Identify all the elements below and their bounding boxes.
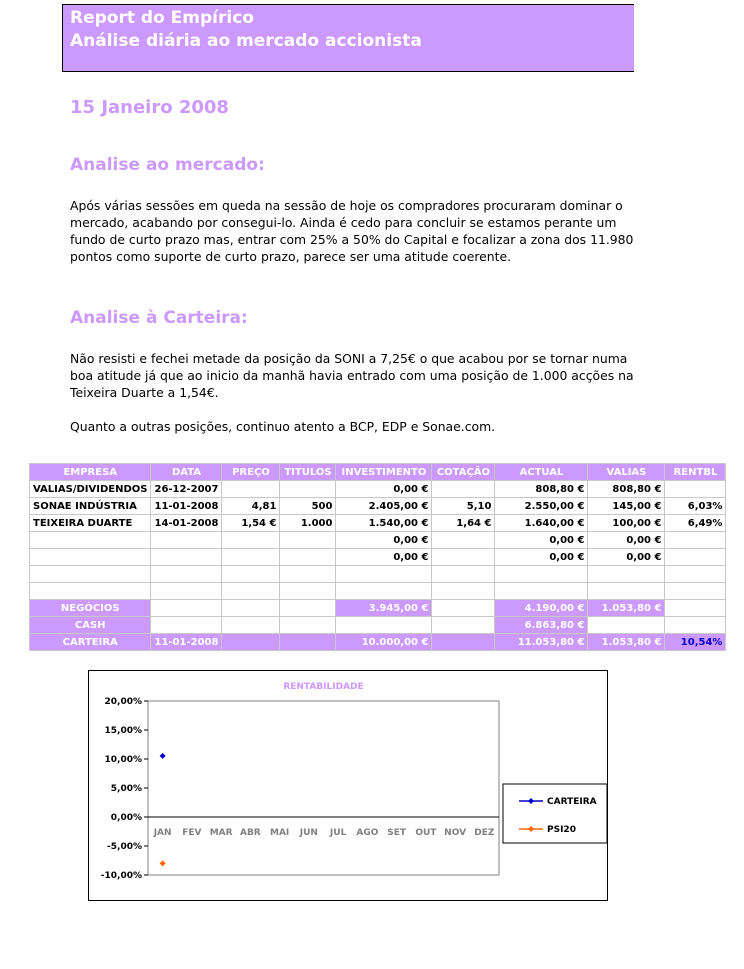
cell: 11.053,80 € [495,634,588,651]
cell: CASH [30,617,151,634]
data-point [160,753,166,759]
table-header-row [30,464,726,481]
cell [222,549,280,566]
cell [280,634,336,651]
cell [336,583,432,600]
col-header: ACTUAL [495,464,588,481]
x-tick-label: MAR [209,828,233,838]
cell [151,549,222,566]
y-tick-label: 10,00% [104,755,142,765]
y-tick-label: 20,00% [104,697,142,707]
cell: 3.945,00 € [336,600,432,617]
cell [665,617,726,634]
cell [588,583,665,600]
cell: 14-01-2008 [151,515,222,532]
cell: 26-12-2007 [151,481,222,498]
chart-title: RENTABILIDADE [283,682,364,692]
cell: 0,00 € [336,549,432,566]
col-header: RENTBL [665,464,726,481]
cell: 0,00 € [495,549,588,566]
cell: 0,00 € [588,549,665,566]
y-tick-label: -10,00% [100,871,142,881]
cell: 0,00 € [336,481,432,498]
cell [336,566,432,583]
cell: 1.640,00 € [495,515,588,532]
cell: TEIXEIRA DUARTE [30,515,151,532]
y-tick-label: 5,00% [110,784,142,794]
cell: 1.053,80 € [588,600,665,617]
portfolio-table [29,463,726,651]
x-tick-label: JAN [153,828,172,838]
cell: 2.405,00 € [336,498,432,515]
cell [280,532,336,549]
x-tick-label: ABR [239,828,261,838]
col-header: PREÇO [222,464,280,481]
cell [280,617,336,634]
market-analysis-text: Após várias sessões em queda na sessão de hoje os compradores procuraram dominar o mercado, acabando por consegui-lo. Ainda é cedo para concluir se estamos perante um fundo de curto prazo mas, entrar com 25% a 50% do Capital e focalizar a zona dos 11.980 pontos como suporte de curto prazo, parece ser uma atitude coerente. [70,198,634,264]
cell: 1.053,80 € [588,634,665,651]
cell: 0,00 € [336,532,432,549]
report-subtitle: Análise diária ao mercado accionista [70,31,422,51]
rentabilidade-chart [88,670,608,901]
x-tick-label: FEV [182,828,202,838]
cell [432,481,495,498]
cell: 4,81 [222,498,280,515]
cell: 1.000 [280,515,336,532]
cell [280,583,336,600]
y-tick-label: 15,00% [104,726,142,736]
table-row [30,532,726,549]
cell: 0,00 € [588,532,665,549]
cell: 11-01-2008 [151,634,222,651]
cell [665,532,726,549]
y-tick-label: 0,00% [110,813,142,823]
cell [588,566,665,583]
cell [432,583,495,600]
summary-row-carteira [30,634,726,651]
cell [665,481,726,498]
cell [151,532,222,549]
cell [151,583,222,600]
cell: 145,00 € [588,498,665,515]
cell: 5,10 [432,498,495,515]
cell [30,549,151,566]
cell [222,583,280,600]
table-row [30,481,726,498]
cell [280,549,336,566]
col-header: DATA [151,464,222,481]
table-row [30,515,726,532]
cell: 500 [280,498,336,515]
cell [665,549,726,566]
x-tick-label: JUN [299,828,318,838]
cell [222,481,280,498]
table-row [30,566,726,583]
cell [336,617,432,634]
portfolio-analysis-title: Analise à Carteira: [70,308,248,328]
cell [432,566,495,583]
cell [222,634,280,651]
data-point [160,860,166,866]
cell [30,532,151,549]
cell [665,600,726,617]
cell: 4.190,00 € [495,600,588,617]
cell: 1.540,00 € [336,515,432,532]
cell: 6.863,80 € [495,617,588,634]
cell [222,532,280,549]
report-header [62,4,634,72]
report-date: 15 Janeiro 2008 [70,97,229,118]
cell: 2.550,00 € [495,498,588,515]
cell [222,617,280,634]
table-row [30,583,726,600]
x-tick-label: AGO [356,828,379,838]
cell: 0,00 € [495,532,588,549]
col-header: INVESTIMENTO [336,464,432,481]
cell [151,600,222,617]
cell: NEGÓCIOS [30,600,151,617]
cell: 1,54 € [222,515,280,532]
cell [432,634,495,651]
col-header: COTAÇÃO [432,464,495,481]
cell: 808,80 € [495,481,588,498]
portfolio-analysis-text: Não resisti e fechei metade da posição da SONI a 7,25€ o que acabou por se tornar numa boa atitude já que ao inicio da manhã havia entrado com uma posição de 1.000 acções na Teixeira Duarte a 1,54€. Quanto a outras posições, continuo atento a BCP, EDP e Sonae.com. [70,351,634,434]
cell: CARTEIRA [30,634,151,651]
x-tick-label: JUL [329,828,347,838]
cell: 6,03% [665,498,726,515]
chart-canvas [89,671,607,900]
cell [151,566,222,583]
cell: 6,49% [665,515,726,532]
table-row [30,498,726,515]
cell: 100,00 € [588,515,665,532]
summary-row-negocios [30,600,726,617]
cell [30,566,151,583]
col-header: TITULOS [280,464,336,481]
cell: 10,54% [665,634,726,651]
cell: 808,80 € [588,481,665,498]
cell [432,532,495,549]
cell: SONAE INDÚSTRIA [30,498,151,515]
cell [222,600,280,617]
cell [222,566,280,583]
cell [432,549,495,566]
x-tick-label: DEZ [474,828,495,838]
table-row [30,549,726,566]
x-tick-label: MAI [269,828,290,838]
x-tick-label: SET [387,828,407,838]
cell [280,566,336,583]
col-header: EMPRESA [30,464,151,481]
cell [432,617,495,634]
cell [280,600,336,617]
cell [495,583,588,600]
legend-label: PSI20 [547,825,576,835]
summary-row-cash [30,617,726,634]
cell [280,481,336,498]
cell [432,600,495,617]
col-header: VALIAS [588,464,665,481]
market-analysis-title: Analise ao mercado: [70,155,265,175]
legend-label: CARTEIRA [547,797,597,807]
cell: 1,64 € [432,515,495,532]
cell: VALIAS/DIVIDENDOS [30,481,151,498]
cell: 10.000,00 € [336,634,432,651]
x-tick-label: NOV [444,828,467,838]
plot-area [148,701,499,875]
x-tick-label: OUT [415,828,437,838]
cell [30,583,151,600]
cell: 11-01-2008 [151,498,222,515]
report-title: Report do Empírico [70,8,254,28]
cell [495,566,588,583]
cell [665,566,726,583]
cell [665,583,726,600]
cell [588,617,665,634]
cell [151,617,222,634]
y-tick-label: -5,00% [107,842,142,852]
